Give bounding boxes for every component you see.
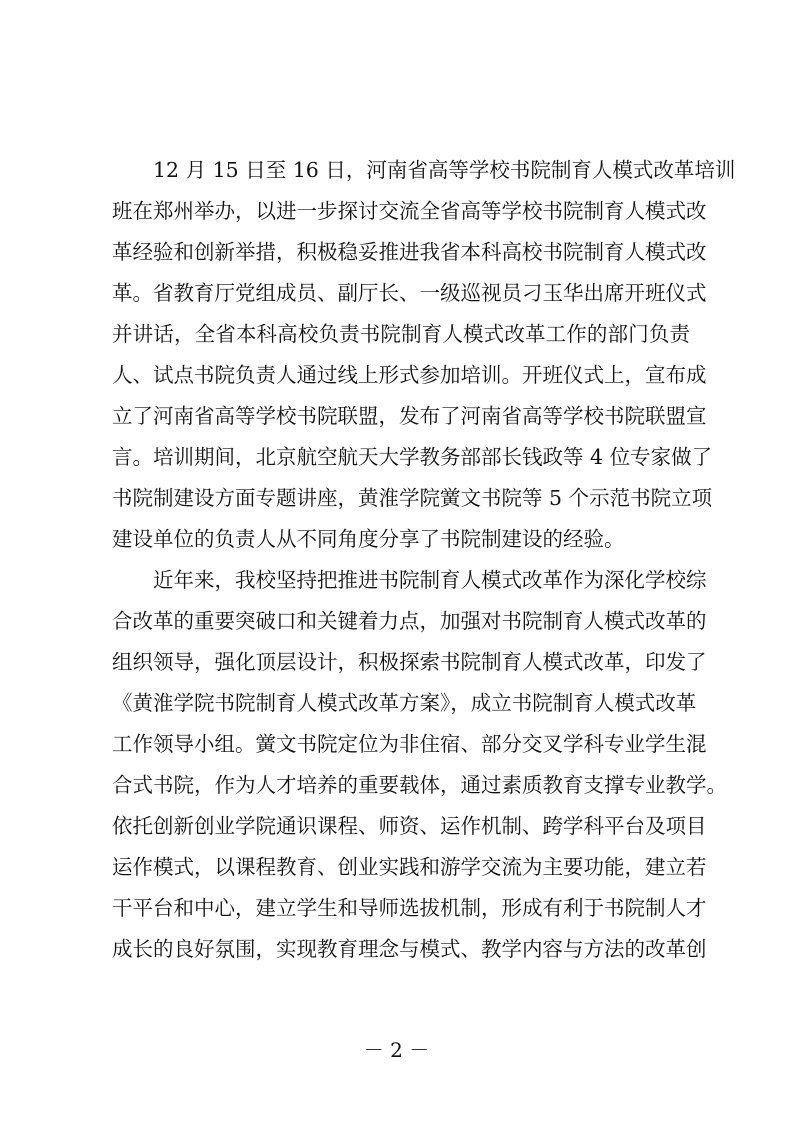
page-number: － 2 － (363, 1038, 430, 1062)
paragraph-training-event (112, 150, 736, 560)
text-line: 组织领导，强化顶层设计，积极探索书院制育人模式改革，印发了 (112, 650, 707, 674)
text-line: 言。培训期间，北京航空航天大学教务部部长钱政等 4 位专家做了 (112, 445, 713, 469)
paragraph-school-reform (112, 560, 727, 970)
text-line: 干平台和中心，建立学生和导师选拔机制，形成有利于书院制人才 (112, 896, 707, 920)
text-line: 革经验和创新举措，积极稳妥推进我省本科高校书院制育人模式改 (112, 240, 707, 264)
text-line: 成长的良好氛围，实现教育理念与模式、教学内容与方法的改革创 (112, 937, 707, 961)
text-line: 合式书院，作为人才培养的重要载体，通过素质教育支撑专业教学。 (112, 773, 727, 797)
text-line: 《黄淮学院书院制育人模式改革方案》，成立书院制育人模式改革 (112, 691, 697, 715)
text-line: 书院制建设方面专题讲座，黄淮学院黉文书院等 5 个示范书院立项 (112, 486, 713, 510)
text-line: 班在郑州举办，以进一步探讨交流全省高等学校书院制育人模式改 (112, 199, 707, 223)
text-line: 工作领导小组。黉文书院定位为非住宿、部分交叉学科专业学生混 (112, 732, 707, 756)
text-line: 运作模式，以课程教育、创业实践和游学交流为主要功能，建立若 (112, 855, 707, 879)
text-line: 并讲话，全省本科高校负责书院制育人模式改革工作的部门负责 (112, 322, 690, 346)
text-line: 立了河南省高等学校书院联盟，发布了河南省高等学校书院联盟宣 (112, 404, 707, 428)
text-line: 人、试点书院负责人通过线上形式参加培训。开班仪式上，宣布成 (112, 363, 707, 387)
text-line: 12 月 15 日至 16 日，河南省高等学校书院制育人模式改革培训 (112, 158, 736, 182)
text-line: 建设单位的负责人从不同角度分享了书院制建设的经验。 (112, 527, 625, 551)
text-line: 近年来，我校坚持把推进书院制育人模式改革作为深化学校综 (112, 568, 707, 592)
text-line: 革。省教育厅党组成员、副厅长、一级巡视员刁玉华出席开班仪式 (112, 281, 707, 305)
text-line: 依托创新创业学院通识课程、师资、运作机制、跨学科平台及项目 (112, 814, 707, 838)
text-line: 合改革的重要突破口和关键着力点，加强对书院制育人模式改革的 (112, 609, 707, 633)
body-text (112, 150, 736, 970)
